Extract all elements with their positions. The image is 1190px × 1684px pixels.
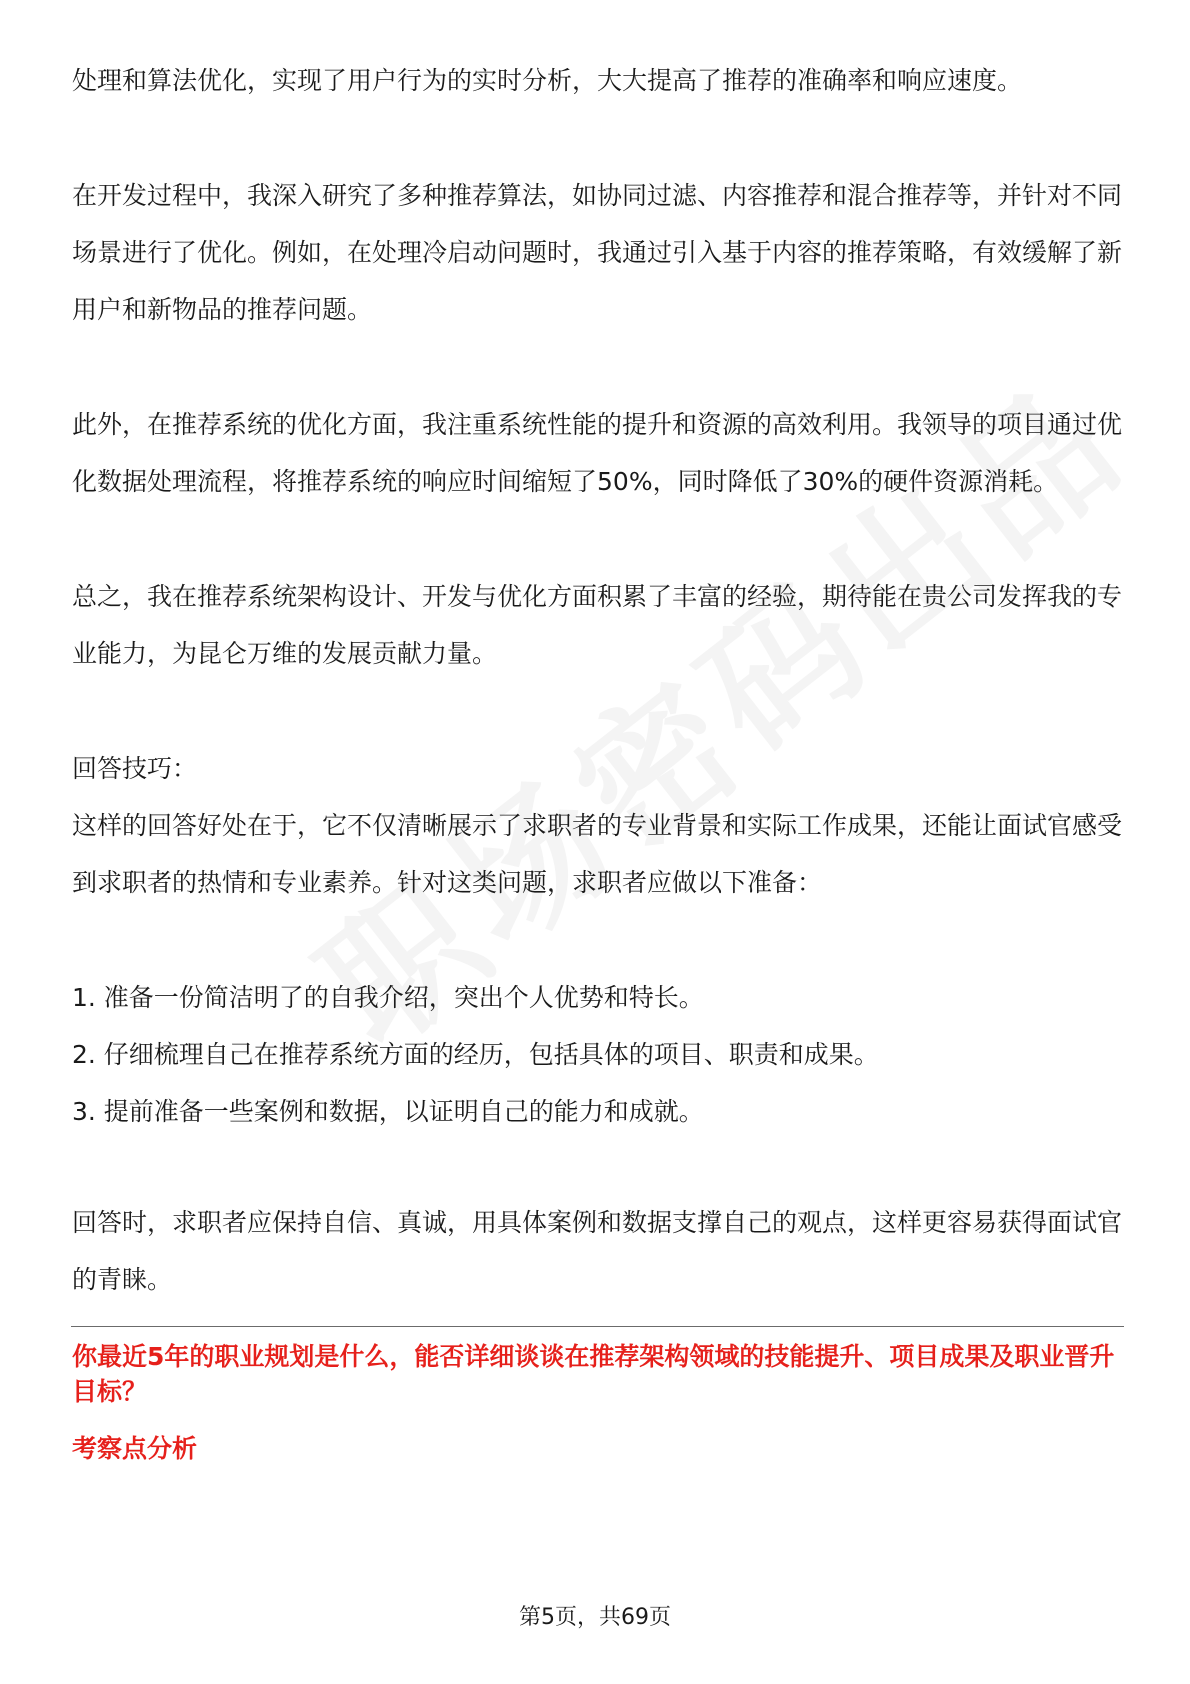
tips-list: [72, 969, 1122, 1140]
list-item: 3. 提前准备一些案例和数据，以证明自己的能力和成就。: [72, 1097, 704, 1126]
section-heading: 考察点分析: [72, 1434, 198, 1463]
tips-closing: 回答时，求职者应保持自信、真诚，用具体案例和数据支撑自己的观点，这样更容易获得面试官的青睐。: [72, 1208, 1123, 1294]
content: [72, 52, 1122, 1466]
divider: [71, 1326, 1124, 1327]
tips-heading: 回答技巧：: [72, 754, 198, 783]
paragraph: 处理和算法优化，实现了用户行为的实时分析，大大提高了推荐的准确率和响应速度。: [72, 66, 1023, 95]
paragraph: 此外，在推荐系统的优化方面，我注重系统性能的提升和资源的高效利用。我领导的项目通过优化数据处理流程，将推荐系统的响应时间缩短了50%，同时降低了30%的硬件资源消耗。: [72, 410, 1123, 496]
tips-intro: 这样的回答好处在于，它不仅清晰展示了求职者的专业背景和实际工作成果，还能让面试官感受到求职者的热情和专业素养。针对这类问题，求职者应做以下准备：: [72, 811, 1123, 897]
page-number: 第5页，共69页: [519, 1605, 671, 1630]
paragraph: 在开发过程中，我深入研究了多种推荐算法，如协同过滤、内容推荐和混合推荐等，并针对不同场景进行了优化。例如，在处理冷启动问题时，我通过引入基于内容的推荐策略，有效缓解了新用户和新物品的推荐问题。: [72, 181, 1123, 324]
list-item: 1. 准备一份简洁明了的自我介绍，突出个人优势和特长。: [72, 983, 704, 1012]
question-title: 你最近5年的职业规划是什么，能否详细谈谈在推荐架构领域的技能提升、项目成果及职业晋升目标？: [72, 1342, 1115, 1406]
paragraph: 总之，我在推荐系统架构设计、开发与优化方面积累了丰富的经验，期待能在贵公司发挥我的专业能力，为昆仑万维的发展贡献力量。: [72, 582, 1123, 668]
list-item: 2. 仔细梳理自己在推荐系统方面的经历，包括具体的项目、职责和成果。: [72, 1040, 879, 1069]
